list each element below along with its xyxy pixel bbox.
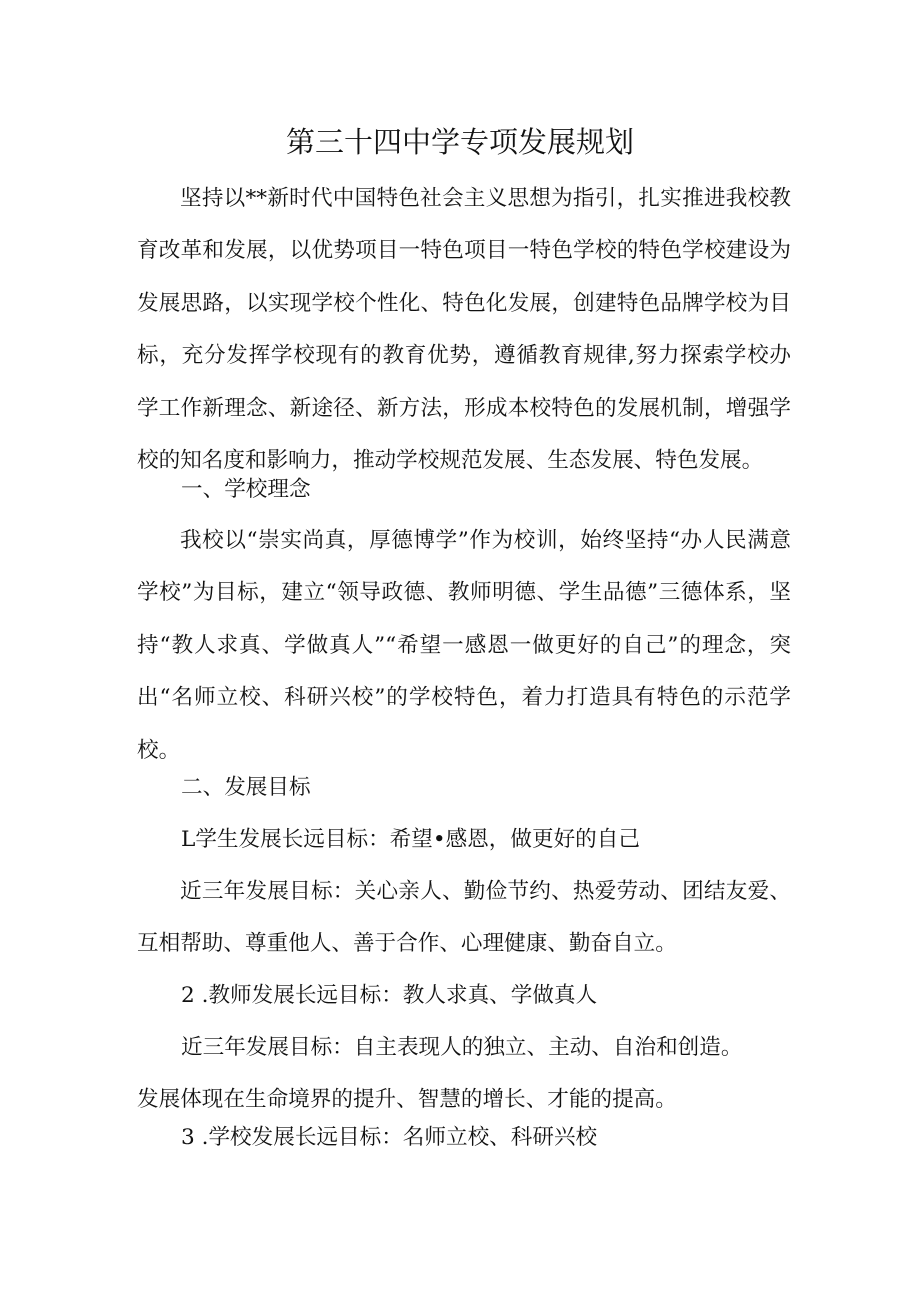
- teacher-long-term-goal: 2 .教师发展长远目标：教人求真、学做真人: [181, 983, 598, 1008]
- philosophy-paragraph: 我校以“崇实尚真，厚德博学”作为校训，始终坚持“办人民满意学校”为目标，建立“领导政德、教师明德、学生品德”三德体系，坚持“教人求真、学做真人”“希望一感恩一做更好的自己”的理念，突出“名师立校、科研兴校”的学校特色，着力打造具有特色的示范学校。: [137, 528, 791, 763]
- teacher-goal-continuation: 发展体现在生命境界的提升、智慧的增长、才能的提高。: [137, 1087, 677, 1112]
- student-near-term-goal: 近三年发展目标：关心亲人、勤俭节约、热爱劳动、团结友爱、互相帮助、尊重他人、善于合作、心理健康、勤奋自立。: [137, 879, 791, 957]
- intro-paragraph: 坚持以**新时代中国特色社会主义思想为指引，扎实推进我校教育改革和发展，以优势项目一特色项目一特色学校的特色学校建设为发展思路，以实现学校个性化、特色化发展，创建特色品牌学校为目标，充分发挥学校现有的教育优势，遵循教育规律,努力探索学校办学工作新理念、新途径、新方法，形成本校特色的发展机制，增强学校的知名度和影响力，推动学校规范发展、生态发展、特色发展。: [137, 186, 791, 474]
- teacher-near-term-goal: 近三年发展目标：自主表现人的独立、主动、自治和创造。: [181, 1035, 743, 1060]
- student-long-term-goal: L学生发展长远目标：希望•感恩，做更好的自己: [181, 827, 640, 852]
- document-title: 第三十四中学专项发展规划: [285, 125, 634, 159]
- section-heading-goals: 二、发展目标: [181, 775, 311, 800]
- section-heading-philosophy: 一、学校理念: [181, 477, 311, 502]
- school-long-term-goal: 3 .学校发展长远目标：名师立校、科研兴校: [181, 1125, 598, 1150]
